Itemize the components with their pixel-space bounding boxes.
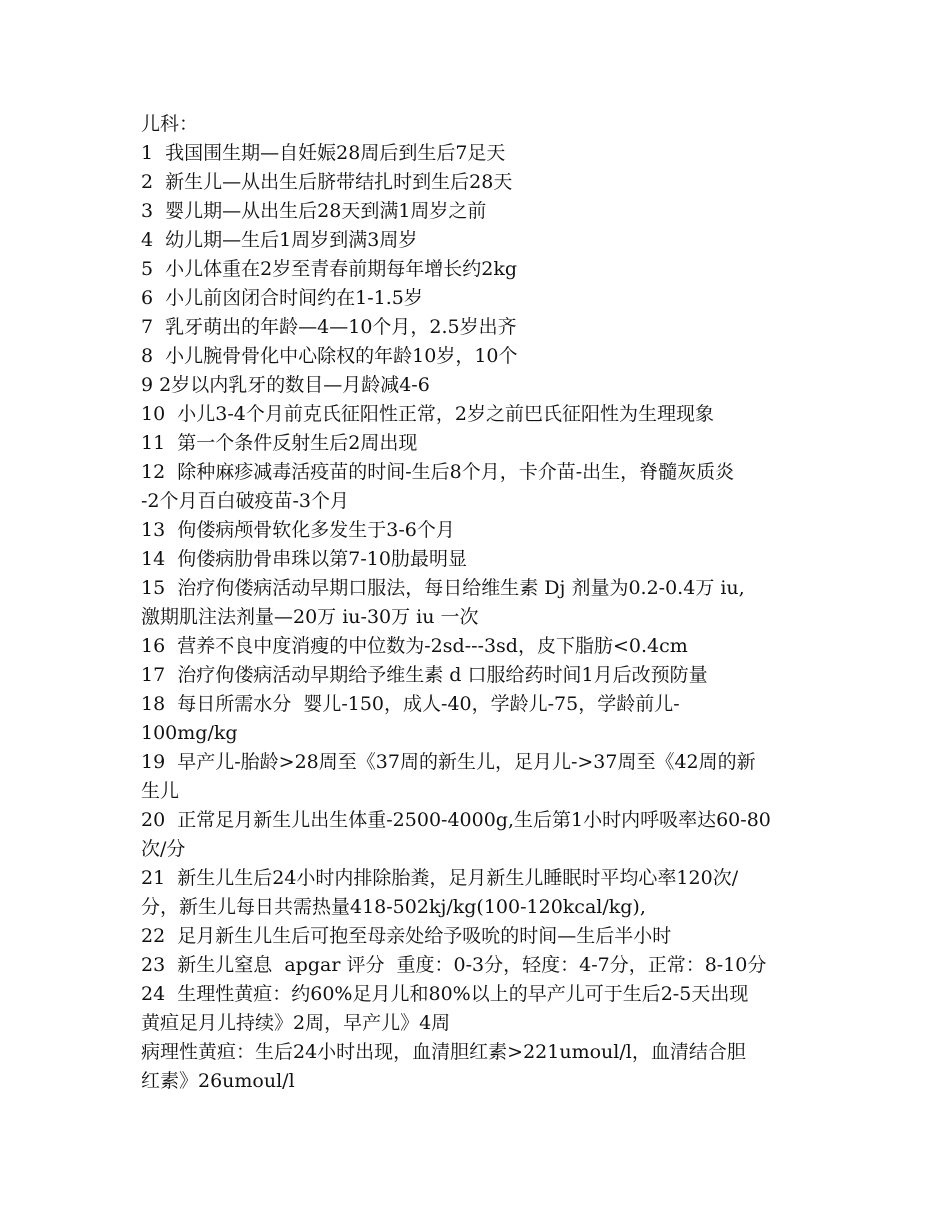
text-line: 3 婴儿期—从出生后28天到满1周岁之前 bbox=[141, 200, 487, 222]
text-line: 20 正常足月新生儿出生体重-2500-4000g,生后第1小时内呼吸率达60-80 bbox=[141, 809, 771, 831]
text-line: 8 小儿腕骨骨化中心除权的年龄10岁，10个 bbox=[141, 345, 518, 367]
text-line: 红素》26umoul/l bbox=[141, 1070, 295, 1092]
text-line: 14 佝偻病肋骨串珠以第7-10肋最明显 bbox=[141, 548, 467, 570]
text-line: 2 新生儿—从出生后脐带结扎时到生后28天 bbox=[141, 171, 513, 193]
text-line: 17 治疗佝偻病活动早期给予维生素 d 口服给药时间1月后改预防量 bbox=[141, 664, 708, 686]
text-line: 13 佝偻病颅骨软化多发生于3-6个月 bbox=[141, 519, 455, 541]
text-line: 激期肌注法剂量—20万 iu-30万 iu 一次 bbox=[141, 606, 479, 628]
text-line: 9 2岁以内乳牙的数目—月龄减4-6 bbox=[141, 374, 430, 396]
text-line: 1 我国围生期—自妊娠28周后到生后7足天 bbox=[141, 142, 506, 164]
text-line: 19 早产儿-胎龄>28周至《37周的新生儿，足月儿->37周至《42周的新 bbox=[141, 751, 756, 773]
text-line: 6 小儿前囟闭合时间约在1-1.5岁 bbox=[141, 287, 423, 309]
text-line: -2个月百白破疫苗-3个月 bbox=[141, 490, 350, 512]
text-line: 11 第一个条件反射生后2周出现 bbox=[141, 432, 418, 454]
section-title: 儿科： bbox=[141, 113, 199, 135]
text-line: 24 生理性黄疸：约60%足月儿和80%以上的早产儿可于生后2-5天出现 bbox=[141, 983, 749, 1005]
text-line: 23 新生儿窒息 apgar 评分 重度：0-3分，轻度：4-7分，正常：8-10分 bbox=[141, 954, 767, 976]
text-line: 15 治疗佝偻病活动早期口服法，每日给维生素 Dj 剂量为0.2-0.4万 iu, bbox=[141, 577, 745, 599]
text-line: 100mg/kg bbox=[141, 722, 238, 744]
text-line: 4 幼儿期—生后1周岁到满3周岁 bbox=[141, 229, 418, 251]
text-line: 10 小儿3-4个月前克氏征阳性正常，2岁之前巴氏征阳性为生理现象 bbox=[141, 403, 714, 425]
text-line: 病理性黄疸：生后24小时出现，血清胆红素>221umoul/l，血清结合胆 bbox=[141, 1041, 746, 1063]
text-line: 16 营养不良中度消瘦的中位数为-2sd---3sd，皮下脂肪<0.4cm bbox=[141, 635, 688, 657]
text-line: 21 新生儿生后24小时内排除胎粪，足月新生儿睡眠时平均心率120次/ bbox=[141, 867, 739, 889]
text-line: 黄疸足月儿持续》2周，早产儿》4周 bbox=[141, 1012, 451, 1034]
text-line: 12 除种麻疹减毒活疫苗的时间-生后8个月，卡介苗-出生，脊髓灰质炎 bbox=[141, 461, 735, 483]
text-line: 次/分 bbox=[141, 838, 186, 860]
document-body bbox=[141, 110, 821, 1096]
text-line: 分，新生儿每日共需热量418-502kj/kg(100-120kcal/kg), bbox=[141, 896, 646, 918]
text-line: 18 每日所需水分 婴儿-150，成人-40，学龄儿-75，学龄前儿- bbox=[141, 693, 680, 715]
text-line: 生儿 bbox=[141, 780, 180, 802]
text-line: 22 足月新生儿生后可抱至母亲处给予吸吮的时间—生后半小时 bbox=[141, 925, 672, 947]
text-line: 5 小儿体重在2岁至青春前期每年增长约2kg bbox=[141, 258, 518, 280]
text-line: 7 乳牙萌出的年龄—4—10个月，2.5岁出齐 bbox=[141, 316, 517, 338]
